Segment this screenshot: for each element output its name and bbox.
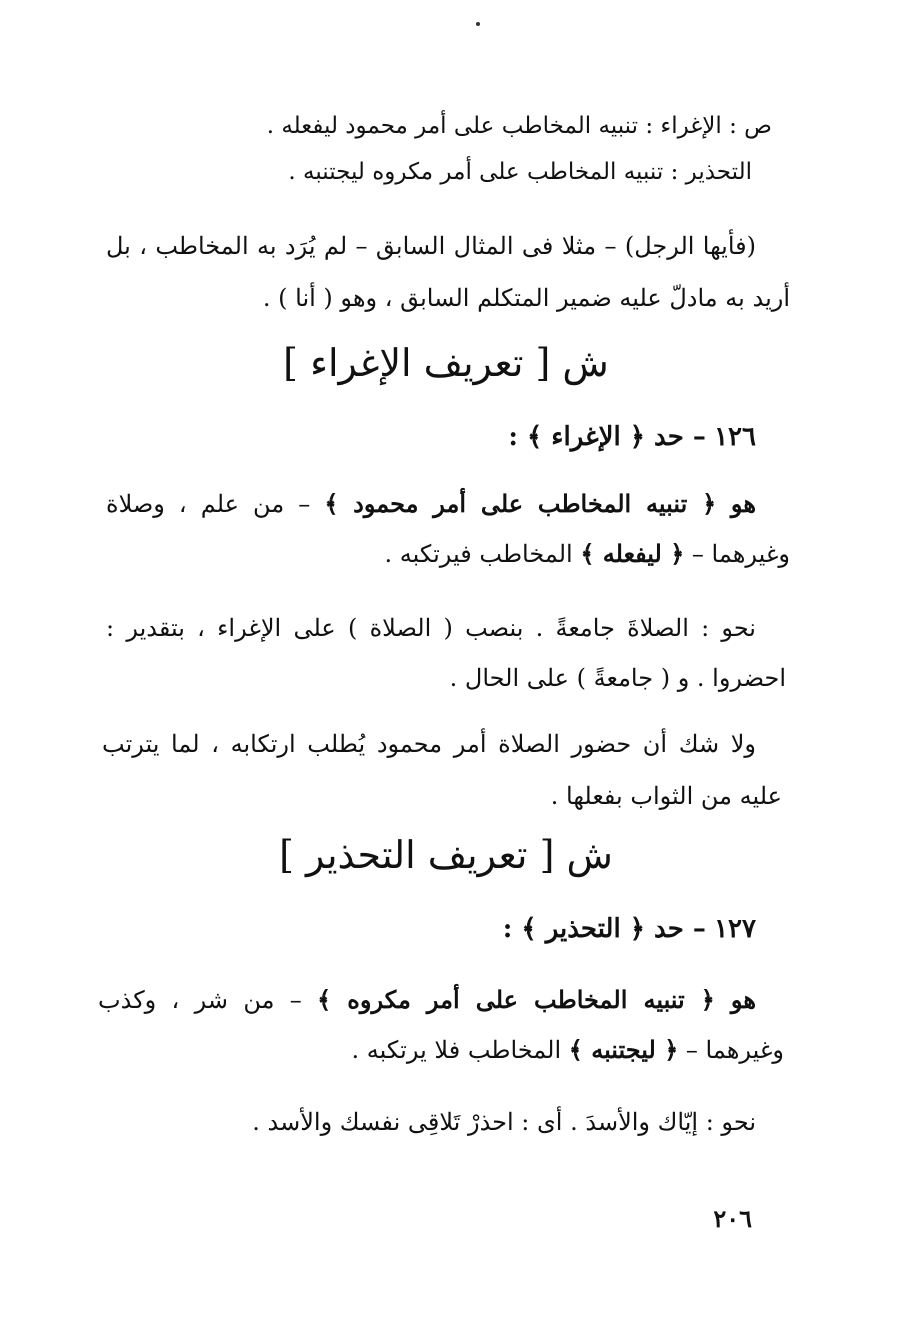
- definition-number: ١٢٦: [714, 422, 756, 452]
- tahdhir-definition-line-1: [98, 984, 756, 1016]
- heading-ighra: ش [ تعريف الإغراء ]: [283, 341, 609, 385]
- definition-title-tahdhir: [503, 912, 756, 946]
- intro-line-1: (فأيها الرجل) – مثلا فى المثال السابق – لم يُرَد به المخاطب ، بل: [106, 232, 756, 260]
- ighra-example-line-2: احضروا . و ( جامعةً ) على الحال .: [449, 664, 786, 692]
- ighra-definition-rest: – من علم ، وصلاة: [106, 490, 325, 518]
- ighra-comment-line-2: عليه من الثواب بفعلها .: [550, 782, 782, 810]
- intro-line-2: أريد به مادلّ عليه ضمير المتكلم السابق ، وهو ( أنا ) .: [262, 284, 790, 312]
- tahdhir-definition-rest: – من شر ، وكذب: [98, 986, 318, 1014]
- ighra-definition-line-1: [106, 488, 756, 520]
- ighra-definition-bold: هو ﴿ تنبيه المخاطب على أمر محمود ﴾: [324, 489, 756, 518]
- definition-label: – حد ﴿ الإغراء ﴾ :: [508, 422, 706, 452]
- page-top-mark: [476, 22, 480, 26]
- tahdhir-definition-line2-rest: المخاطب فلا يرتكبه .: [351, 1036, 569, 1064]
- tahdhir-example-line-1: نحو : إيّاك والأسدَ . أى : احذرْ تَلاقِى نفسك والأسد .: [252, 1108, 756, 1136]
- tahdhir-definition-bold: هو ﴿ تنبيه المخاطب على أمر مكروه ﴾: [317, 985, 756, 1014]
- ighra-example-line-1: نحو : الصلاةَ جامعةً . بنصب ( الصلاة ) على الإغراء ، بتقدير :: [106, 614, 756, 642]
- ighra-definition-line2-bold: ﴿ ليفعله ﴾: [580, 539, 685, 568]
- heading-tahdhir: ش [ تعريف التحذير ]: [279, 833, 613, 877]
- note-tahdhir: التحذير : تنبيه المخاطب على أمر مكروه ليجتنبه .: [288, 159, 752, 185]
- page-number: ٢٠٦: [713, 1204, 752, 1233]
- tahdhir-definition-line2-bold: ﴿ ليجتنبه ﴾: [568, 1035, 679, 1064]
- definition-number: ١٢٧: [714, 914, 756, 944]
- ighra-definition-line2-start: وغيرهما –: [684, 540, 790, 568]
- definition-label: – حد ﴿ التحذير ﴾ :: [502, 914, 706, 944]
- ighra-definition-line2-rest: المخاطب فيرتكبه .: [384, 540, 581, 568]
- tahdhir-definition-line2-start: وغيرهما –: [678, 1036, 784, 1064]
- definition-title-ighra: [508, 420, 756, 454]
- note-ighra: ص : الإغراء : تنبيه المخاطب على أمر محمود ليفعله .: [266, 113, 772, 139]
- ighra-definition-line-2: [300, 538, 790, 570]
- tahdhir-definition-line-2: [300, 1034, 784, 1066]
- ighra-comment-line-1: ولا شك أن حضور الصلاة أمر محمود يُطلب ارتكابه ، لما يترتب: [102, 730, 756, 758]
